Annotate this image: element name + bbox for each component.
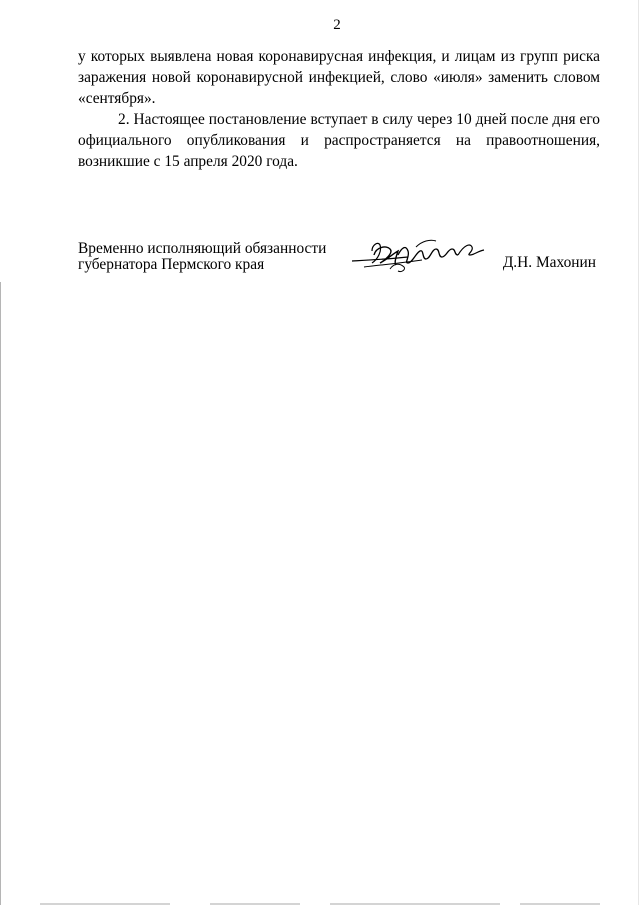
signature-block — [78, 241, 600, 281]
page-scan-edge-left — [0, 282, 1, 905]
document-body — [78, 46, 600, 172]
page-number: 2 — [333, 17, 341, 33]
signer-position-line-2: губернатора Пермского края — [78, 256, 265, 273]
handwritten-signature — [350, 233, 490, 275]
page-scan-edge-right — [638, 0, 639, 905]
signer-position-line-1: Временно исполняющий обязанности — [78, 240, 327, 257]
paragraph-continuation: у которых выявлена новая коронавирусная инфекция, и лицам из групп риска заражения новой коронавирусной инфекцией, слово «июля» заменить словом «сентября». — [78, 48, 600, 107]
paragraph-item-2: 2. Настоящее постановление вступает в силу через 10 дней после дня его официального опубликования и распространяется на правоотношения, возникшие с 15 апреля 2020 года. — [78, 111, 600, 170]
signer-name: Д.Н. Махонин — [502, 254, 596, 271]
